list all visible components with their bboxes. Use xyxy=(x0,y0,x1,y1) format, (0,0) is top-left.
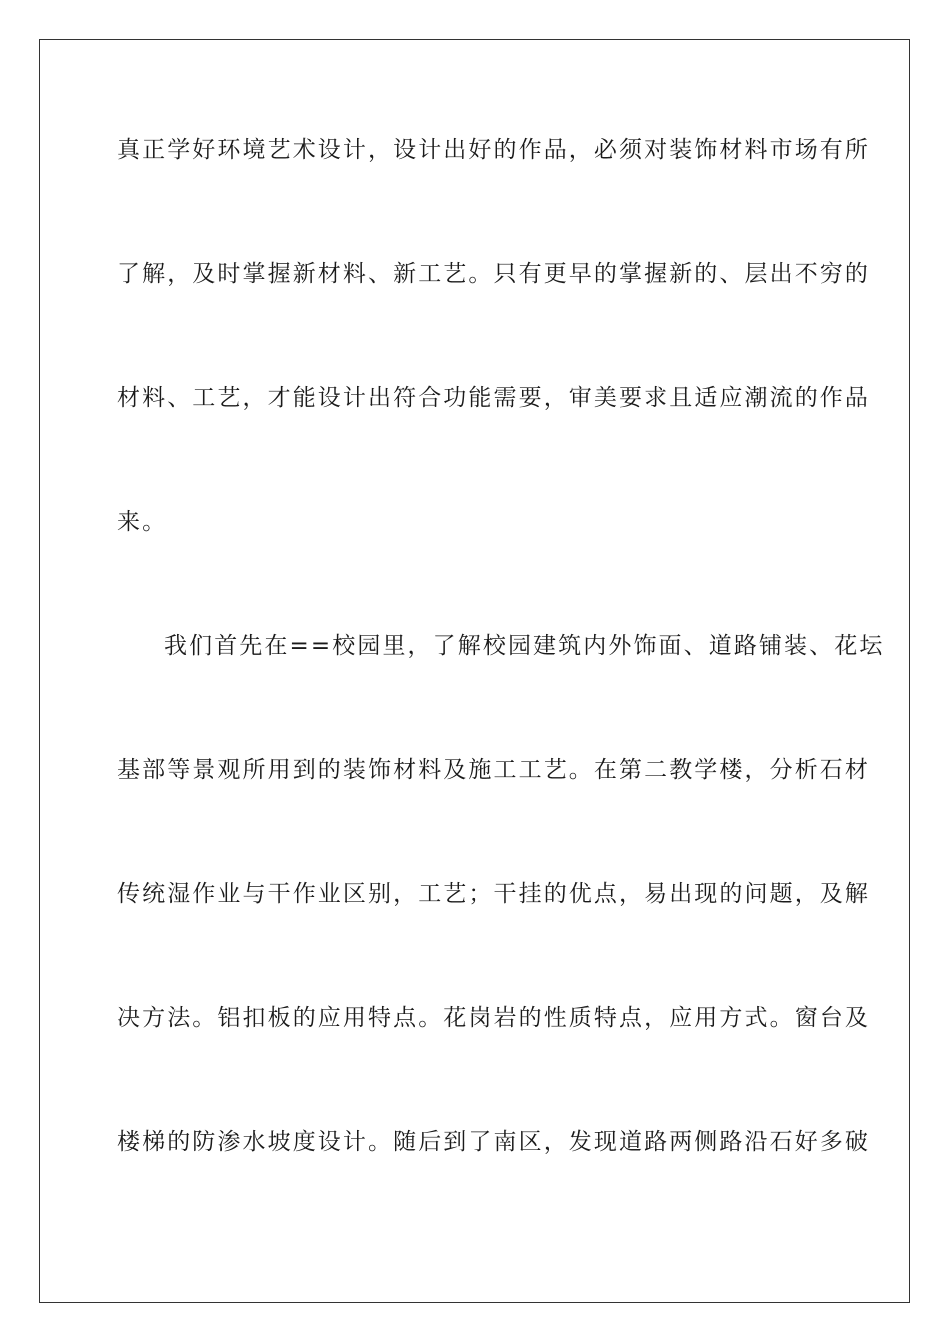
paragraph-2-line-3: 传统湿作业与干作业区别，工艺；干挂的优点，易出现的问题，及解 xyxy=(117,881,870,907)
paragraph-1-line-1: 真正学好环境艺术设计，设计出好的作品，必须对装饰材料市场有所 xyxy=(117,137,870,163)
paragraph-2-line-1: 我们首先在==校园里，了解校园建筑内外饰面、道路铺装、花坛 xyxy=(164,633,885,659)
page-border xyxy=(39,39,910,1303)
paragraph-2-line-5: 楼梯的防渗水坡度设计。随后到了南区，发现道路两侧路沿石好多破 xyxy=(117,1129,870,1155)
paragraph-2-line-4: 决方法。铝扣板的应用特点。花岗岩的性质特点，应用方式。窗台及 xyxy=(117,1005,870,1031)
paragraph-1-line-2: 了解，及时掌握新材料、新工艺。只有更早的掌握新的、层出不穷的 xyxy=(117,261,870,287)
paragraph-1-line-4: 来。 xyxy=(117,509,168,535)
paragraph-1-line-3: 材料、工艺，才能设计出符合功能需要，审美要求且适应潮流的作品 xyxy=(117,385,870,411)
paragraph-2-line-2: 基部等景观所用到的装饰材料及施工工艺。在第二教学楼，分析石材 xyxy=(117,757,870,783)
